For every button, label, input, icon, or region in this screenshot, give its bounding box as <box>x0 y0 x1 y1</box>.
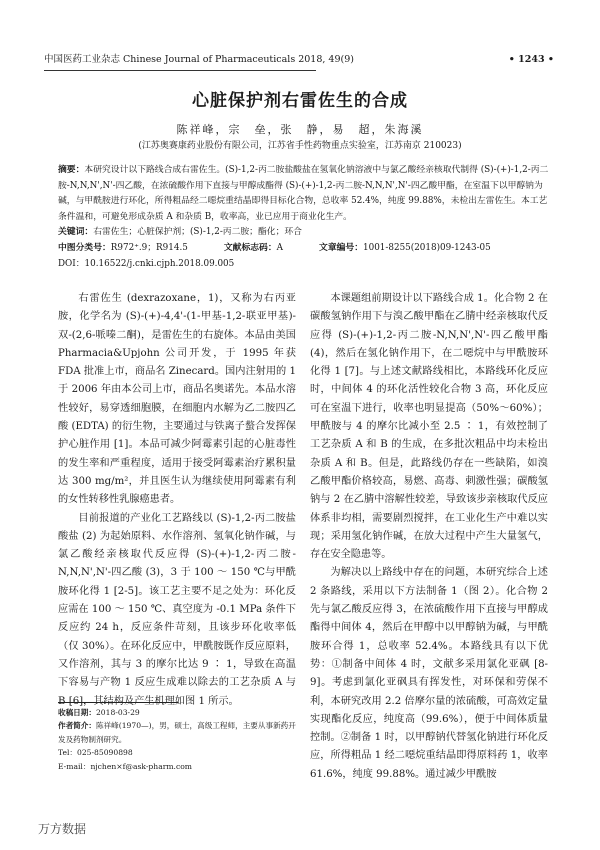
paragraph: 为解决以上路线中存在的问题，本研究综合上述 2 条路线，采用以下方法制备 1（图 2）。化合物 2 先与氯乙酸反应得 3，在浓硫酸作用下直接与甲醇成酯得中间体 4，然后在甲醇中以甲醇钠为碱，与甲酰胺环合得 1，总收率 52.4%。本路线具有以下优势：①制备中间体 4 时，文献多采用氯化亚砜 [8-9]。考虑到氯化亚砜具有挥发性，对环保和劳保不利，本研究改用 2.2 倍摩尔量的浓硫酸，可高效定量实现酯化反应，纯度高（99.6%），便于中间体质量控制。②制备 1 时，以甲醇钠代替氢化钠进行环化反应，所得粗品 1 经二噁烷重结晶即得原料药 1，收率 61.6%，纯度 99.88%。通过减少甲酰胺 <box>310 567 548 780</box>
footnote-divider <box>58 702 178 703</box>
doc-code-label: 文献标志码： <box>223 242 277 253</box>
abstract <box>58 163 550 225</box>
paragraph: 右雷佐生 (dexrazoxane，1)，又称为右丙亚胺，化学名为 (S)-(+)-4,4'-(1-甲基-1,2-联亚甲基)-双-(2,6-哌嗪二酮)，是雷佐生的右旋体。本品由美国 Pharmacia&Upjohn 公司开发，于 1995 年获 FDA 批准上市，商品名 Zinecard。国内注射用的 1 于 2006 年由本公司上市，商品名奥诺先。本品水溶性较好，易穿透细胞膜，在细胞内水解为乙二胺四乙酸 (EDTA) 的衍生物，主要通过与铁离子螯合发挥保护心脏作用 [1]。本品可减少阿霉素引起的心脏毒性的发生率和严重程度，适用于接受阿霉素治疗累积量达 300 mg/m²，并且医生认为继续使用阿霉素有利的女性转移性乳腺癌患者。 <box>58 293 296 506</box>
keywords <box>58 225 550 241</box>
received-date <box>58 706 298 719</box>
article-no-value: 1001-8255(2018)09-1243-05 <box>363 242 491 253</box>
clc-label: 中图分类号： <box>58 242 111 253</box>
article-no-label: 文章编号： <box>319 242 364 253</box>
clc-value: R972⁺.9；R914.5 <box>110 242 188 253</box>
author-bio-value: 陈祥峰(1970—)，男，硕士，高级工程师，主要从事新药开发及药物制剂研究。 <box>58 721 296 744</box>
tel-value: 025-85090898 <box>77 748 133 758</box>
article-title: 心脏保护剂右雷佐生的合成 <box>192 91 408 111</box>
abstract-block <box>58 163 550 272</box>
abstract-label: 摘要： <box>58 165 85 175</box>
author-bio-label: 作者简介： <box>58 721 96 731</box>
doi-line <box>58 257 550 273</box>
tel <box>58 746 298 759</box>
email <box>58 760 298 773</box>
tel-label: Tel： <box>58 748 77 758</box>
keywords-text: 右雷佐生；心脏保护剂；(S)-1,2-丙二胺；酯化；环合 <box>93 227 302 238</box>
journal-citation: 中国医药工业杂志 Chinese Journal of Pharmaceuticals 2018, 49(9) <box>44 53 316 71</box>
running-head <box>44 50 556 70</box>
author-affiliation: (江苏奥赛康药业股份有限公司，江苏省手性药物重点实验室，江苏南京 210023) <box>138 141 462 151</box>
doi-value[interactable]: 10.16522/j.cnki.cjph.2018.09.005 <box>84 258 235 269</box>
doc-code-value: A <box>276 242 284 253</box>
paragraph: 目前报道的产业化工艺路线以 (S)-1,2-丙二胺盐酸盐 (2) 为起始原料、水作溶剂、氢氧化钠作碱，与氯乙酸经亲核取代反应得 (S)-(+)-1,2-丙二胺-N,N,N',N'-四乙酸 (3)，3 于 100 ～ 150 ℃与甲酰胺环化得 1 [2-5]。该工艺主要不足之处为：环化反应需在 100 ～ 150 ℃、真空度为 -0.1 MPa 条件下反应约 24 h，反应条件苛刻，且该步环化收率低（仅 30%）。在环化反应中，甲酰胺既作反应原料，又作溶剂，其与 3 的摩尔比达 9 ∶ 1，导致在高温下容易与产物 1 反应生成难以除去的工艺杂质 A 与 B [6]，其结构及产生机理如图 1 所示。 <box>58 512 296 707</box>
keywords-label: 关键词： <box>58 227 94 238</box>
doi-label: DOI： <box>58 258 85 269</box>
email-value[interactable]: njchen×f@ask-pharm.com <box>90 761 192 771</box>
received-label: 收稿日期： <box>58 708 96 717</box>
watermark-wanfang: 万方数据 <box>38 822 87 836</box>
abstract-text: 本研究设计以下路线合成右雷佐生。(S)-1,2-丙二胺盐酸盐在氢氧化钠溶液中与氯乙酸经亲核取代制得 (S)-(+)-1,2-丙二胺-N,N,N',N'-四乙酸，在浓硫酸作用下直接与甲醇成酯得 (S)-(+)-1,2-丙二胺-N,N,N',N'-四乙酸甲酯，在室温下以甲醇钠为碱，与甲酰胺进行环化，所得粗品经二噁烷重结晶即得目标化合物，总收率 52.4%，纯度 99.88%，未检出左雷佐生。本工艺条件温和，可避免形成杂质 A 和杂质 B，收率高，业已应用于商业化生产。 <box>58 165 549 222</box>
body-right-column <box>310 290 548 784</box>
author-bio <box>58 719 298 746</box>
body-left-column <box>58 290 296 711</box>
page-number: • 1243 • <box>508 54 554 65</box>
paragraph: 本课题组前期设计以下路线合成 1。化合物 2 在碳酸氢钠作用下与溴乙酸甲酯在乙腈中经亲核取代反应得 (S)-(+)-1,2-丙二胺-N,N,N',N'-四乙酸甲酯 (4)，然后在氢化钠作用下，在二噁烷中与甲酰胺环化得 1 [7]。与上述文献路线相比，本路线环化反应时，中间体 4 的环化活性较化合物 3 高，环化反应可在室温下进行，收率也明显提高（50%～60%）；甲酰胺与 4 的摩尔比减小至 2.5 ∶ 1，有效控制了工艺杂质 A 和 B 的生成，在多批次粗品中均未检出杂质 A 和 B。但是，此路线仍存在一些缺陷，如溴乙酸甲酯价格较高，易燃、高毒、刺激性强；碳酸氢钠与 2 在乙腈中溶解性较差，导致该步亲核取代反应体系非均相，需要剧烈搅拌，在工业化生产中难以实现；采用氢化钠作碱，在放大过程中产生大量氢气，存在安全隐患等。 <box>310 293 548 561</box>
received-value: 2018-03-29 <box>95 708 140 717</box>
author-list: 陈祥峰，宗 垒，张 静，易 超，朱海溪 <box>176 123 424 136</box>
email-label: E-mail： <box>58 761 91 771</box>
footnotes <box>58 706 298 773</box>
classification-line <box>58 241 550 257</box>
